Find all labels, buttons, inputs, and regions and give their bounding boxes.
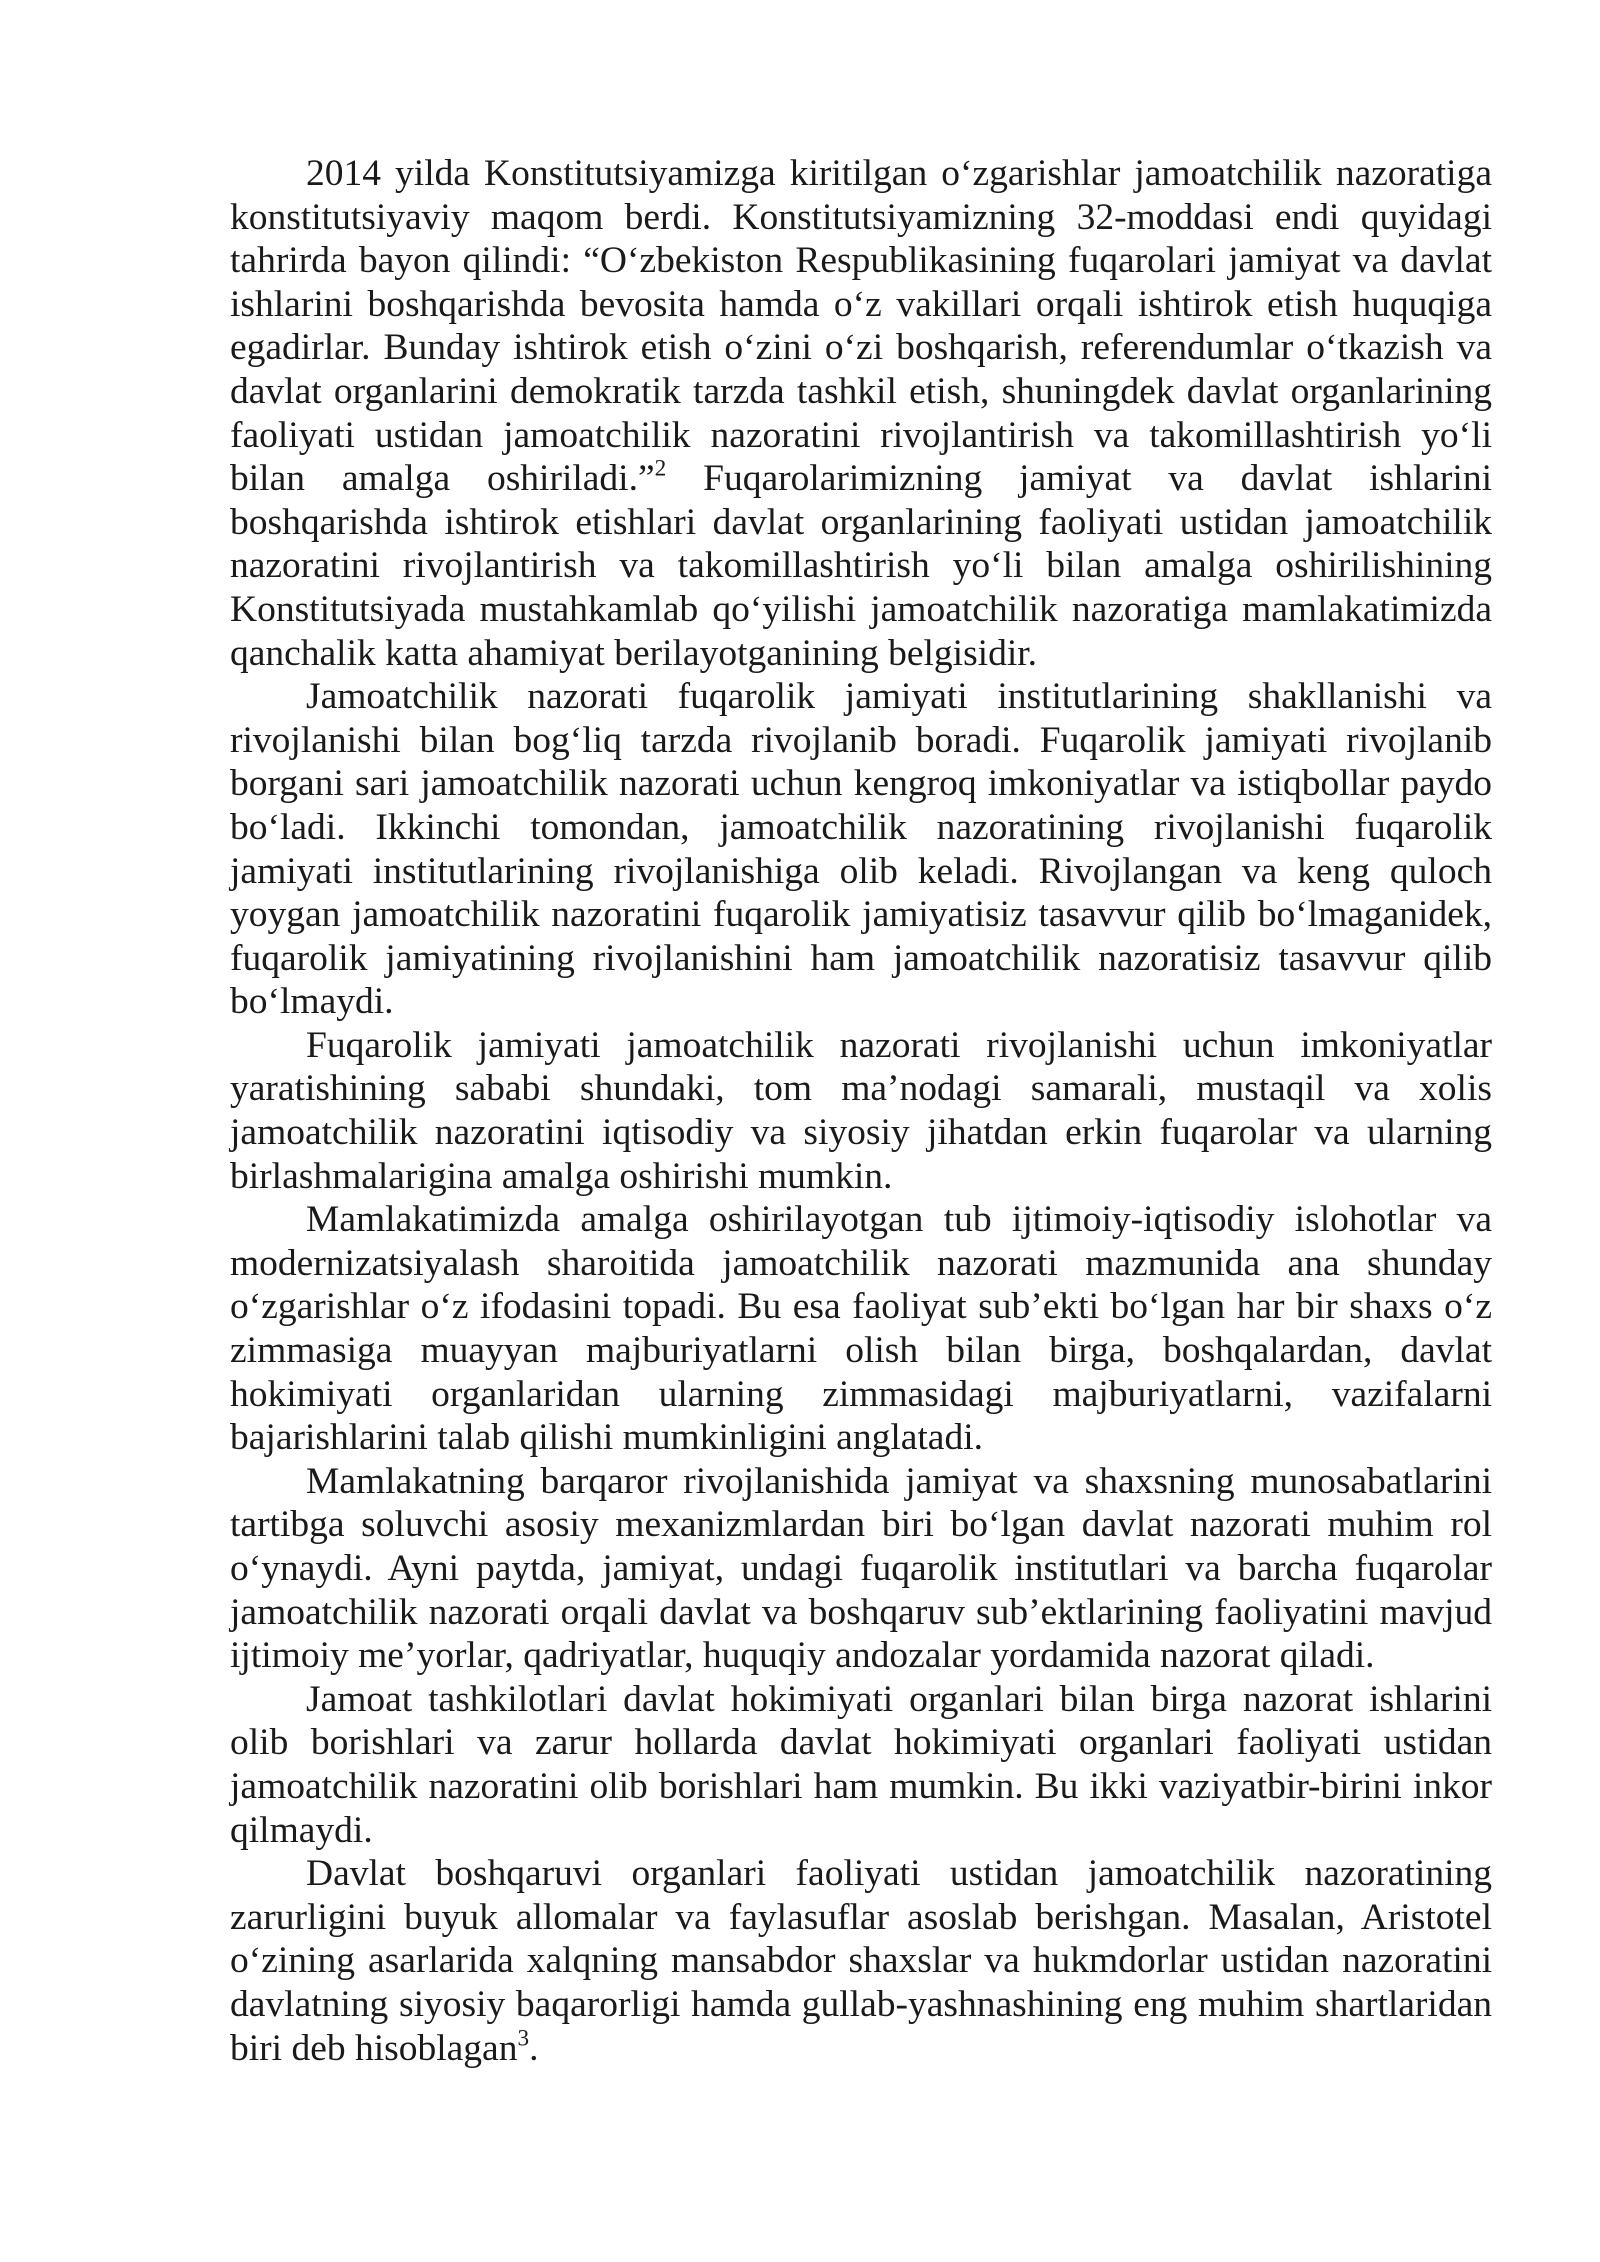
text-line: yaratishining sababi shundaki, tom ma’nodagi samarali, mustaqil va xolis — [230, 1068, 1492, 1110]
footnote-ref: 3 — [517, 2025, 530, 2052]
text-line: bo‘lmaydi. — [230, 981, 394, 1023]
text-line: nazoratini rivojlantirish va takomillashtirish yo‘li bilan amalga oshirilishining — [230, 545, 1492, 587]
text-line: jamoatchilik nazoratini iqtisodiy va siyosiy jihatdan erkin fuqarolar va ularning — [230, 1112, 1492, 1154]
text-line: rivojlanishi bilan bog‘liq tarzda rivojlanib boradi. Fuqarolik jamiyati rivojlanib — [230, 719, 1492, 761]
paragraph — [230, 1678, 1492, 1852]
text-line: konstitutsiyaviy maqom berdi. Konstitutsiyamizning 32-moddasi endi quyidagi — [230, 196, 1492, 238]
text-line: o‘zining asarlarida xalqning mansabdor shaxslar va hukmdorlar ustidan nazoratini — [230, 1940, 1492, 1982]
text-line: davlat organlarini demokratik tarzda tashkil etish, shuningdek davlat organlarining — [230, 370, 1492, 412]
text-line: Jamoat tashkilotlari davlat hokimiyati organlari bilan birga nazorat ishlarini — [306, 1678, 1492, 1720]
line-text: Fuqarolarimizning jamiyat va davlat ishlarini — [666, 458, 1492, 500]
text-line: fuqarolik jamiyatining rivojlanishini ham jamoatchilik nazoratisiz tasavvur qilib — [230, 937, 1492, 979]
text-line: Mamlakatimizda amalga oshirilayotgan tub ijtimoiy-iqtisodiy islohotlar va — [306, 1199, 1492, 1241]
paragraph — [230, 1852, 1492, 2070]
text-line — [230, 2027, 1492, 2071]
paragraph — [230, 675, 1492, 1024]
text-line: olib borishlari va zarur hollarda davlat hokimiyati organlari faoliyati ustidan — [230, 1722, 1492, 1764]
text-line: o‘zgarishlar o‘z ifodasini topadi. Bu esa faoliyat sub’ekti bo‘lgan har bir shaxs o‘z — [230, 1286, 1492, 1328]
text-line: egadirlar. Bunday ishtirok etish o‘zini o‘zi boshqarish, referendumlar o‘tkazish va — [230, 327, 1492, 369]
line-text: . — [529, 2027, 539, 2069]
text-line: bo‘ladi. Ikkinchi tomondan, jamoatchilik nazoratining rivojlanishi fuqarolik — [230, 806, 1492, 848]
line-text: bilan amalga oshiriladi.” — [230, 458, 655, 500]
text-line: qanchalik katta ahamiyat berilayotganining belgisidir. — [230, 632, 1038, 674]
paragraph — [230, 1198, 1492, 1460]
text-line: Konstitutsiyada mustahkamlab qo‘yilishi jamoatchilik nazoratiga mamlakatimizda — [230, 588, 1492, 630]
text-line: bajarishlarini talab qilishi mumkinligini anglatadi. — [230, 1417, 983, 1459]
text-line: zimmasiga muayyan majburiyatlarni olish bilan birga, boshqalardan, davlat — [230, 1330, 1492, 1372]
text-line: Mamlakatning barqaror rivojlanishida jamiyat va shaxsning munosabatlarini — [306, 1460, 1492, 1502]
text-line: ijtimoiy me’yorlar, qadriyatlar, huquqiy andozalar yordamida nazorat qiladi. — [230, 1635, 1375, 1677]
text-line: ishlarini boshqarishda bevosita hamda o‘z vakillari orqali ishtirok etish huquqiga — [230, 283, 1492, 325]
text-line: 2014 yilda Konstitutsiyamizga kiritilgan o‘zgarishlar jamoatchilik nazoratiga — [306, 153, 1492, 194]
text-line: jamiyati institutlarining rivojlanishiga olib keladi. Rivojlangan va keng quloch — [230, 850, 1492, 892]
text-line: Davlat boshqaruvi organlari faoliyati ustidan jamoatchilik nazoratining — [306, 1853, 1492, 1895]
text-line: Fuqarolik jamiyati jamoatchilik nazorati rivojlanishi uchun imkoniyatlar — [306, 1024, 1492, 1066]
text-line: qilmaydi. — [230, 1809, 373, 1851]
text-line: o‘ynaydi. Ayni paytda, jamiyat, undagi fuqarolik institutlari va barcha fuqarolar — [230, 1548, 1492, 1589]
text-line: davlatning siyosiy baqarorligi hamda gullab-yashnashining eng muhim shartlaridan — [230, 1983, 1492, 2025]
text-line: tahrirda bayon qilindi: “O‘zbekiston Respublikasining fuqarolari jamiyat va davlat — [230, 240, 1492, 282]
paragraph — [230, 152, 1492, 675]
text-line: borgani sari jamoatchilik nazorati uchun kengroq imkoniyatlar va istiqbollar paydo — [230, 763, 1492, 805]
document-body — [230, 152, 1492, 2070]
text-line: hokimiyati organlaridan ularning zimmasidagi majburiyatlarni, vazifalarni — [230, 1373, 1492, 1415]
text-line: yoygan jamoatchilik nazoratini fuqarolik jamiyatisiz tasavvur qilib bo‘lmaganidek, — [230, 894, 1492, 936]
text-line: jamoatchilik nazorati orqali davlat va boshqaruv sub’ektlarining faoliyatini mavjud — [230, 1591, 1492, 1633]
text-line: faoliyati ustidan jamoatchilik nazoratini rivojlantirish va takomillashtirish yo‘li — [230, 414, 1492, 456]
text-line: birlashmalarigina amalga oshirishi mumkin. — [230, 1155, 893, 1197]
text-line: modernizatsiyalash sharoitida jamoatchilik nazorati mazmunida ana shunday — [230, 1242, 1492, 1284]
paragraph — [230, 1024, 1492, 1198]
text-line: zarurligini buyuk allomalar va faylasuflar asoslab berishgan. Masalan, Aristotel — [230, 1896, 1492, 1938]
text-line: boshqarishda ishtirok etishlari davlat organlarining faoliyati ustidan jamoatchilik — [230, 501, 1492, 543]
footnote-ref: 2 — [654, 455, 667, 482]
line-text: biri deb hisoblagan — [230, 2027, 518, 2069]
paragraph — [230, 1460, 1492, 1678]
text-line: tartibga soluvchi asosiy mexanizmlardan biri bo‘lgan davlat nazorati muhim rol — [230, 1504, 1492, 1546]
text-line — [230, 457, 1492, 501]
text-line: jamoatchilik nazoratini olib borishlari ham mumkin. Bu ikki vaziyatbir-birini inkor — [230, 1765, 1492, 1807]
text-line: Jamoatchilik nazorati fuqarolik jamiyati institutlarining shakllanishi va — [306, 676, 1492, 718]
